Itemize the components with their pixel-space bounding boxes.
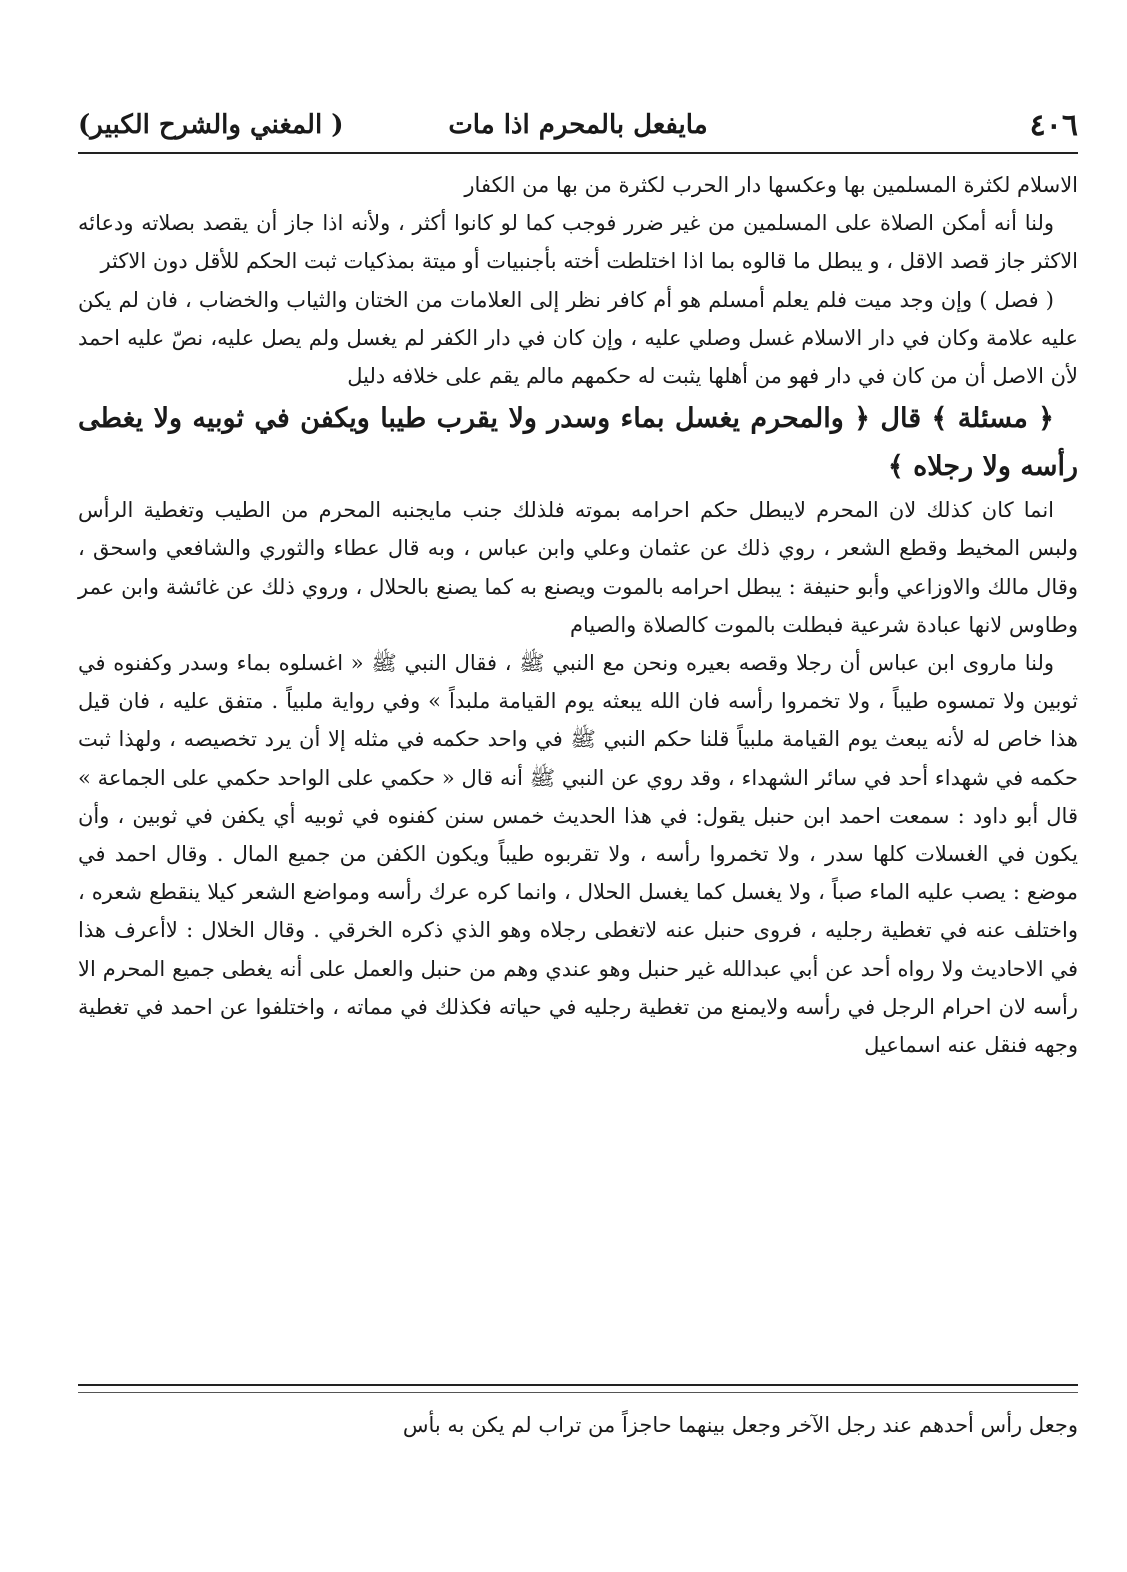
chapter-title: مايفعل بالمحرم اذا مات <box>448 110 708 140</box>
document-page <box>78 108 1078 1498</box>
paragraph: ولنا ماروى ابن عباس أن رجلا وقصه بعيره ونحن مع النبي ﷺ ، فقال النبي ﷺ « اغسلوه بماء وسدر وكفنوه في ثوبين ولا تمسوه طيباً ، ولا تخمروا رأسه فان الله يبعثه يوم القيامة ملبداً » وفي رواية ملبياً . متفق عليه ، فان قيل هذا خاص له لأنه يبعث يوم القيامة ملبياً قلنا حكم النبي ﷺ في واحد حكمه في مثله إلا أن يرد تخصيصه ، ولهذا ثبت حكمه في شهداء أحد في سائر الشهداء ، وقد روي عن النبي ﷺ أنه قال « حكمي على الواحد حكمي على الجماعة » قال أبو داود : سمعت احمد ابن حنبل يقول: في هذا الحديث خمس سنن كفنوه في ثوبيه أي يكفن في ثوبين ، وأن يكون في الغسلات كلها سدر ، ولا تخمروا رأسه ، ولا تقربوه طيباً ويكون الكفن من جميع المال . وقال احمد في موضع : يصب عليه الماء صباً ، ولا يغسل كما يغسل الحلال ، وانما كره عرك رأسه ومواضع الشعر كيلا ينقطع شعره ، واختلف عنه في تغطية رجليه ، فروى حنبل عنه لاتغطى رجلاه وهو الذي ذكره الخرقي . وقال الخلال : لاأعرف هذا في الاحاديث ولا رواه أحد عن أبي عبدالله غير حنبل وهو عندي وهم من حنبل والعمل على أنه يغطى جميع المحرم الا رأسه لان احرام الرجل في رأسه ولايمنع من تغطية رجليه في حياته فكذلك في مماته ، واختلفوا عن احمد في تغطية وجهه فنقل عنه اسماعيل <box>78 651 1078 1058</box>
paragraph: ولنا أنه أمكن الصلاة على المسلمين من غير ضرر فوجب كما لو كانوا أكثر ، ولأنه اذا جاز أن يقصد بصلاته ودعائه الاكثر جاز قصد الاقل ، و يبطل ما قالوه بما اذا اختلطت أخته بأجنبيات أو ميتة بمذكيات ثبت الحكم للأقل دون الاكثر <box>78 211 1078 274</box>
paragraph: انما كان كذلك لان المحرم لايبطل حكم احرامه بموته فلذلك جنب مايجنبه المحرم من الطيب وتغطية الرأس ولبس المخيط وقطع الشعر ، روي ذلك عن عثمان وعلي وابن عباس ، وبه قال عطاء والثوري والشافعي واسحق ، وقال مالك والاوزاعي وأبو حنيفة : يبطل احرامه بالموت ويصنع به كما يصنع بالحلال ، وروي ذلك عن غائشة وابن عمر وطاوس لانها عبادة شرعية فبطلت بالموت كالصلاة والصيام <box>78 498 1078 637</box>
masala-heading: ﴿ مسئلة ﴾ قال ﴿ والمحرم يغسل بماء وسدر ولا يقرب طيبا ويكفن في ثوبيه ولا يغطى رأسه ولا رجلاه ﴾ <box>78 403 1078 483</box>
page-number: ٤٠٦ <box>1029 108 1078 143</box>
footnote-divider <box>78 1384 1078 1386</box>
page-header <box>78 108 1078 152</box>
header-divider <box>78 152 1078 154</box>
book-title: ( المغني والشرح الكبير) <box>78 110 344 140</box>
footnote-divider-thin <box>78 1392 1078 1393</box>
paragraph-fasl: ( فصل ) وإن وجد ميت فلم يعلم أمسلم هو أم كافر نظر إلى العلامات من الختان والثياب والخضاب ، فان لم يكن عليه علامة وكان في دار الاسلام غسل وصلي عليه ، وإن كان في دار الكفر لم يغسل ولم يصل عليه، نصّ عليه احمد لأن الاصل أن من كان في دار فهو من أهلها يثبت له حكمهم مالم يقم على خلافه دليل <box>78 287 1078 389</box>
paragraph: الاسلام لكثرة المسلمين بها وعكسها دار الحرب لكثرة من بها من الكفار <box>464 173 1078 197</box>
main-text <box>78 166 1078 1064</box>
footnote: وجعل رأس أحدهم عند رجل الآخر وجعل بينهما حاجزاً من تراب لم يكن به بأس <box>402 1413 1078 1437</box>
